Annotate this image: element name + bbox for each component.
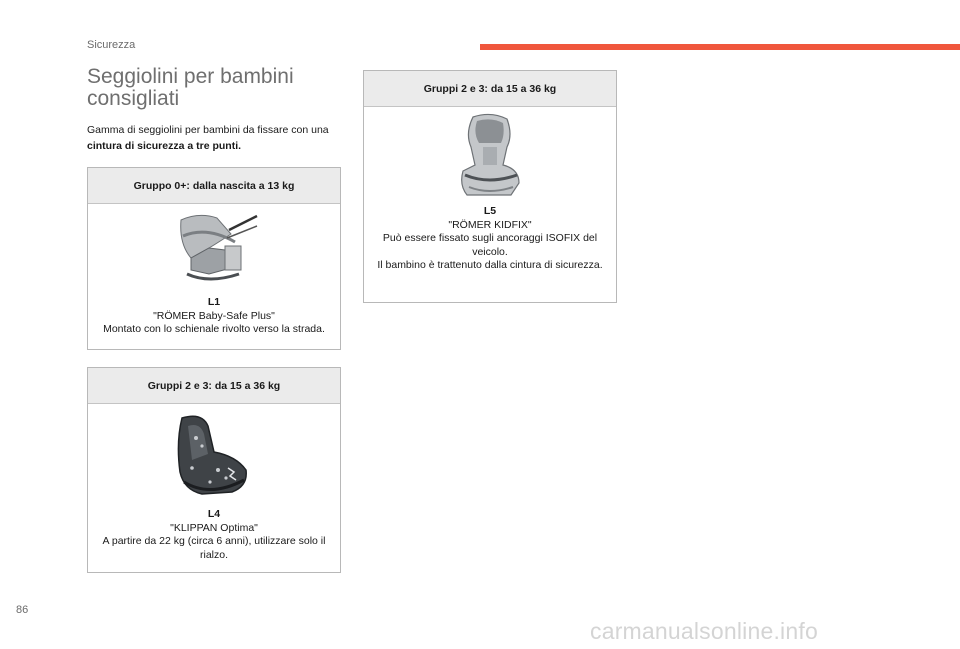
watermark: carmanualsonline.info bbox=[590, 618, 818, 644]
seat-code: L1 bbox=[207, 296, 221, 308]
seat-note: A partire da 22 kg (circa 6 anni), utilizzare solo il rialzo. bbox=[102, 535, 326, 561]
seat-note: Montato con lo schienale rivolto verso la strada. bbox=[103, 323, 325, 335]
section-accent-bar bbox=[480, 44, 960, 50]
highback-booster-image bbox=[364, 107, 616, 201]
page-number: 86 bbox=[16, 604, 29, 616]
highback-booster-icon bbox=[457, 113, 523, 197]
seat-card-header: Gruppo 0+: dalla nascita a 13 kg bbox=[88, 168, 340, 204]
seat-card-l1 bbox=[87, 167, 341, 350]
booster-seat-image bbox=[88, 404, 340, 502]
section-label: Sicurezza bbox=[87, 39, 136, 51]
seat-card-caption bbox=[364, 205, 616, 273]
page-title bbox=[87, 66, 294, 110]
intro-text: Gamma di seggiolini per bambini da fissare con una bbox=[87, 124, 329, 136]
seat-code: L5 bbox=[483, 205, 497, 217]
seat-card-l4 bbox=[87, 367, 341, 573]
seat-code: L4 bbox=[207, 508, 221, 520]
seat-model: "RÖMER KIDFIX" bbox=[448, 218, 532, 231]
intro-paragraph bbox=[87, 122, 347, 154]
infant-carrier-icon bbox=[169, 208, 259, 290]
seat-model: "RÖMER Baby-Safe Plus" bbox=[153, 309, 275, 322]
page-title-line-2: consigliati bbox=[87, 87, 180, 110]
seat-card-caption bbox=[88, 296, 340, 337]
booster-seat-icon bbox=[174, 412, 254, 496]
infant-carrier-image bbox=[88, 204, 340, 296]
seat-note: Può essere fissato sugli ancoraggi ISOFIX del veicolo. bbox=[382, 232, 598, 258]
seat-card-l5 bbox=[363, 70, 617, 303]
intro-bold: cintura di sicurezza a tre punti. bbox=[87, 140, 242, 152]
seat-model: "KLIPPAN Optima" bbox=[170, 521, 258, 534]
seat-card-header: Gruppi 2 e 3: da 15 a 36 kg bbox=[88, 368, 340, 404]
seat-card-header: Gruppi 2 e 3: da 15 a 36 kg bbox=[364, 71, 616, 107]
seat-card-caption bbox=[88, 508, 340, 562]
page-title-line-1: Seggiolini per bambini bbox=[87, 65, 294, 88]
seat-note-2: Il bambino è trattenuto dalla cintura di sicurezza. bbox=[377, 259, 603, 271]
